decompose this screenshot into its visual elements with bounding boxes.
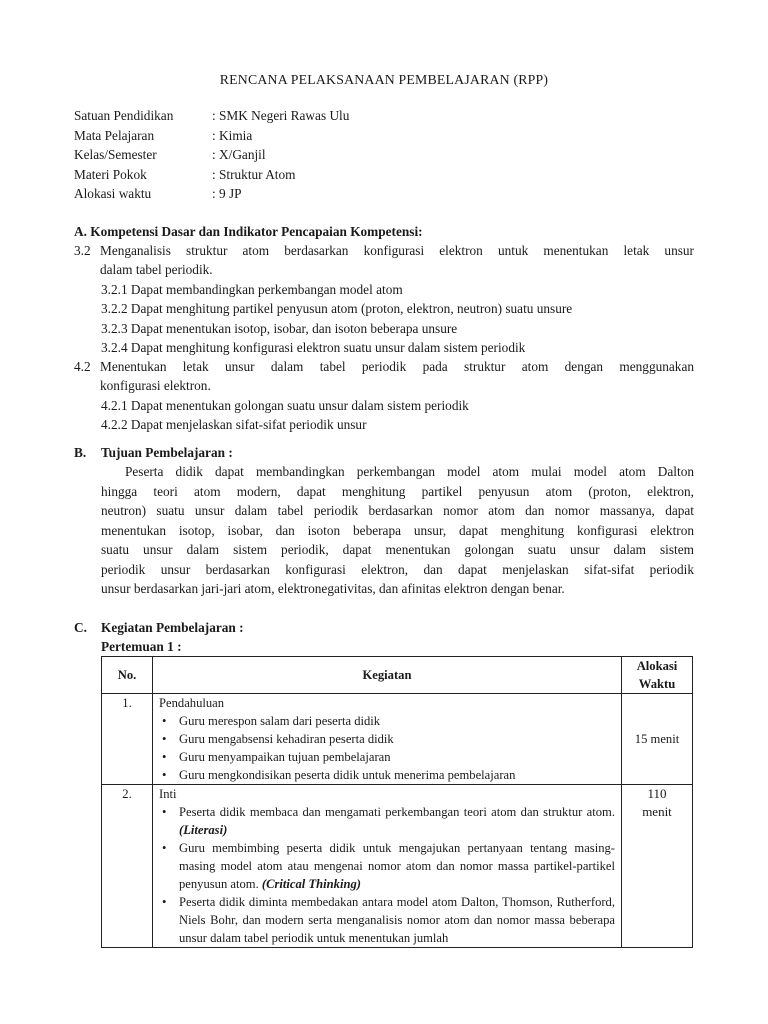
- section-letter: B.: [74, 445, 87, 460]
- identity-label: Materi Pokok: [74, 166, 147, 182]
- row-number: 1.: [102, 694, 153, 785]
- section-c-heading: [74, 618, 244, 637]
- bullet-icon: •: [162, 768, 167, 782]
- kd-text-line: dalam tabel periodik.: [100, 262, 213, 277]
- row-number: 2.: [102, 785, 153, 948]
- row-time: 15 menit: [622, 694, 693, 785]
- identity-row: [74, 184, 349, 204]
- section-title: Kegiatan Pembelajaran :: [101, 620, 244, 635]
- section-title: Tujuan Pembelajaran :: [101, 445, 233, 460]
- section-a-heading: A. Kompetensi Dasar dan Indikator Pencapaian Kompetensi:: [74, 224, 423, 239]
- identity-row: [74, 165, 349, 185]
- kd-4-2: [74, 357, 694, 395]
- activity-text: Guru mengabsensi kehadiran peserta didik: [179, 732, 394, 746]
- activity-text: Guru menyampaikan tujuan pembelajaran: [179, 750, 391, 764]
- kd-text-line: Menentukan letak unsur dalam tabel periodik pada struktur atom dengan menggunakan: [100, 359, 694, 374]
- objective-line: unsur berdasarkan jari-jari atom, elektronegativitas, dan afinitas elektron dengan benar.: [101, 581, 565, 596]
- kd-text-line: Menganalisis struktur atom berdasarkan konfigurasi elektron untuk menentukan letak unsur: [100, 243, 694, 258]
- phase-label: Pendahuluan: [159, 696, 225, 710]
- list-item: [159, 712, 615, 730]
- objective-line: hingga teori atom modern, dapat menghitung partikel penyusun atom (proton, elektron,: [101, 483, 694, 499]
- indicator: 4.2.2 Dapat menjelaskan sifat-sifat periodik unsur: [101, 417, 367, 432]
- indicator: 3.2.2 Dapat menghitung partikel penyusun atom (proton, elektron, neutron) suatu unsure: [101, 301, 573, 316]
- kd-text-line: konfigurasi elektron.: [100, 378, 211, 393]
- identity-row: [74, 145, 349, 165]
- header-time-line: Alokasi: [636, 659, 678, 673]
- activity-table: [101, 656, 693, 948]
- activity-tag: (Literasi): [179, 823, 228, 837]
- table-row: [102, 785, 693, 948]
- activity-text: Guru merespon salam dari peserta didik: [179, 714, 381, 728]
- header-activity: Kegiatan: [153, 657, 622, 694]
- activity-text: Peserta didik diminta membedakan antara model atom Dalton, Thomson, Rutherford, Niels Bohr, dan modern serta menganalisis nomor atom dan nomor massa beberapa unsur dalam tabel periodik untuk menentukan jumlah: [179, 895, 615, 945]
- activity-text: Guru membimbing peserta didik untuk mengajukan pertanyaan tentang masing-masing model atom atau mengenai nomor atom dan nomor massa partikel-partikel penyusun atom.: [179, 841, 615, 891]
- list-item: [159, 730, 615, 748]
- objective-line: periodik unsur berdasarkan konfigurasi elektron, dan dapat menjelaskan sifat-sifat periodik: [101, 561, 694, 577]
- activity-tag: (Critical Thinking): [261, 877, 361, 891]
- indicator: 3.2.4 Dapat menghitung konfigurasi elektron suatu unsur dalam sistem periodik: [101, 340, 526, 355]
- identity-value: : SMK Negeri Rawas Ulu: [212, 108, 350, 123]
- identity-label: Kelas/Semester: [74, 147, 157, 162]
- identity-label: Alokasi waktu: [74, 186, 152, 201]
- kd-number: 4.2: [74, 359, 91, 374]
- identity-value: : Struktur Atom: [212, 166, 296, 182]
- kd-number: 3.2: [74, 243, 91, 258]
- header-time-line: Waktu: [638, 677, 676, 691]
- identity-value: : X/Ganjil: [212, 147, 266, 162]
- activity-list: [159, 803, 615, 947]
- objective-line: menentukan isotop, isobar, dan isoton beberapa unsur, dapat menghitung konfigurasi elektron: [101, 522, 694, 538]
- identity-label: Satuan Pendidikan: [74, 108, 174, 123]
- header-time: [622, 657, 693, 694]
- identity-row: [74, 106, 349, 126]
- bullet-icon: •: [162, 895, 167, 909]
- indicator: 3.2.1 Dapat membandingkan perkembangan model atom: [101, 282, 403, 297]
- row-time: [622, 785, 693, 948]
- kd-3-2: [74, 241, 694, 279]
- objective-line: suatu unsur dalam sistem periodik, dapat menentukan golongan suatu unsur dalam sistem: [101, 542, 694, 557]
- list-item: [159, 839, 615, 893]
- time-unit: menit: [642, 804, 672, 819]
- list-item: [159, 893, 615, 947]
- table-row: [102, 694, 693, 785]
- identity-value: : 9 JP: [212, 186, 242, 201]
- table-header-row: [102, 657, 693, 694]
- objective-line: neutron) suatu unsur dalam tabel periodik berdasarkan nomor atom dan nomor massanya, dapat: [101, 503, 694, 518]
- meeting-label: Pertemuan 1 :: [101, 639, 182, 654]
- document-title: RENCANA PELAKSANAAN PEMBELAJARAN (RPP): [219, 72, 549, 87]
- activity-text: Guru mengkondisikan peserta didik untuk menerima pembelajaran: [179, 768, 516, 782]
- objective-line: Peserta didik dapat membandingkan perkembangan model atom mulai model atom Dalton: [125, 464, 694, 479]
- row-activity: [153, 785, 622, 948]
- identity-value: : Kimia: [212, 127, 253, 143]
- bullet-icon: •: [162, 732, 167, 746]
- list-item: [159, 766, 615, 784]
- section-letter: C.: [74, 620, 87, 635]
- learning-objective: [101, 462, 694, 599]
- list-item: [159, 748, 615, 766]
- phase-label: Inti: [159, 787, 177, 801]
- section-b-heading: [74, 443, 233, 462]
- identity-row: [74, 126, 349, 146]
- row-activity: [153, 694, 622, 785]
- identity-label: Mata Pelajaran: [74, 127, 155, 143]
- header-no: No.: [102, 657, 153, 694]
- activity-text: Peserta didik membaca dan mengamati perkembangan teori atom dan struktur atom.: [179, 805, 615, 819]
- bullet-icon: •: [162, 805, 167, 819]
- bullet-icon: •: [162, 841, 167, 855]
- list-item: [159, 803, 615, 839]
- bullet-icon: •: [162, 714, 167, 728]
- indicator: 3.2.3 Dapat menentukan isotop, isobar, dan isoton beberapa unsure: [101, 320, 458, 336]
- bullet-icon: •: [162, 750, 167, 764]
- activity-list: [159, 712, 615, 784]
- identity-block: [74, 106, 349, 204]
- time-value: 110: [647, 786, 667, 801]
- indicator: 4.2.1 Dapat menentukan golongan suatu unsur dalam sistem periodik: [101, 398, 469, 413]
